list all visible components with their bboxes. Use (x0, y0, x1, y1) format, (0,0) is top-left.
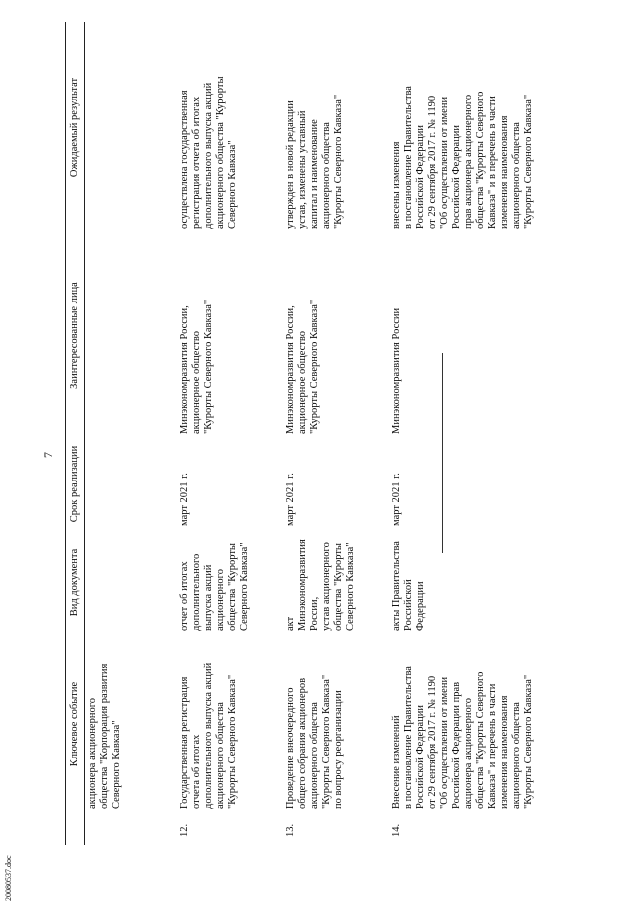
header-number (66, 813, 85, 845)
expected-result-cell: осуществлена государственная регистрация отчета об итогах дополнительного выпуска акций акционерного общества "Курорты Северного Кавказа" (178, 76, 238, 229)
header-document-type: Вид документа (66, 530, 85, 635)
row-number: 14. (390, 823, 402, 837)
expected-result-cell (85, 22, 177, 233)
header-key-event: Ключевое событие (66, 635, 85, 813)
stakeholders-cell: Минэкономразвития России (390, 307, 402, 434)
events-table (65, 22, 541, 845)
footer-file-code: 20080537.doc (4, 855, 13, 901)
header-stakeholders: Заинтересованные лица (66, 233, 85, 438)
events-table-wrapper (65, 22, 541, 845)
key-event-cell: акционера акционерного общества "Корпорация развития Северного Кавказа" (87, 663, 123, 809)
stakeholders-cell: Минэкономразвития России, акционерное общество "Курорты Северного Кавказа" (178, 299, 214, 434)
key-event-cell: Внесение изменений в постановление Правительства Российской Федерации от 29 сентября 2017 г. № 1190 "Об осуществлении от имени Российской Федерации прав акционера акционерного общества "Курорты Северного Кавказа" и перечень в части изменения наименования акционерного общества "Курорты Северного Кавказа" (390, 666, 535, 809)
deadline-cell: март 2021 г. (284, 473, 296, 526)
row-number (85, 813, 177, 845)
table-row (177, 22, 283, 845)
table-row (389, 22, 542, 845)
document-type-cell: акты Правительства Российской Федерации (390, 541, 426, 631)
stakeholders-cell (85, 233, 177, 438)
separator-line (442, 353, 443, 553)
deadline-cell: март 2021 г. (390, 473, 402, 526)
table-row (85, 22, 177, 845)
deadline-cell (85, 438, 177, 530)
table-header-row (66, 22, 85, 845)
header-deadline: Срок реализации (66, 438, 85, 530)
row-number: 13. (284, 823, 296, 837)
expected-result-cell: внесены изменения в постановление Правительства Российской Федерации от 29 сентября 2017 г. № 1190 "Об осуществлении от имени Российской Федерации прав акционера акционерного общества "Курорты Северного Кавказа" и в перечень в части изменения наименования акционерного общества "Курорты Северного Кавказа" (390, 86, 535, 229)
table-row (283, 22, 389, 845)
deadline-cell: март 2021 г. (178, 473, 190, 526)
expected-result-cell: утвержден в новой редакции устав, изменены уставный капитал и наименование акционерного общества "Курорты Северного Кавказа" (284, 94, 344, 229)
header-expected-result: Ожидаемый результат (66, 22, 85, 233)
document-type-cell: отчет об итогах дополнительного выпуска акций акционерного общества "Курорты Северного Кавказа" (178, 542, 250, 631)
row-number: 12. (178, 823, 190, 837)
stakeholders-cell: Минэкономразвития России, акционерное общество "Курорты Северного Кавказа" (284, 299, 320, 434)
key-event-cell: Государственная регистрация отчета об итогах дополнительного выпуска акций акционерного общества "Курорты Северного Кавказа" (178, 662, 238, 809)
page-number: 7 (41, 452, 55, 458)
document-type-cell: акт Минэкономразвития России, устав акционерного общества "Курорты Северного Кавказа" (284, 539, 356, 631)
key-event-cell: Проведение внеочередного общего собрания акционеров акционерного общества "Курорты Северного Кавказа" по вопросу реорганизации (284, 674, 344, 809)
document-type-cell (85, 530, 177, 635)
